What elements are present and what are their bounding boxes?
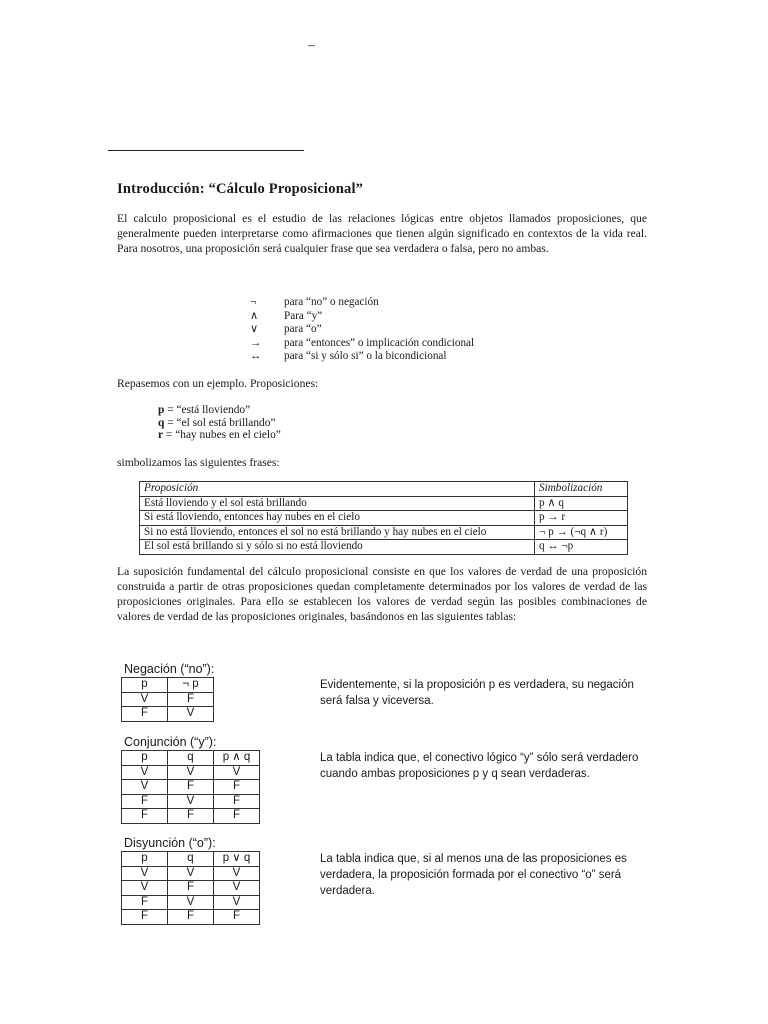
- table-cell: ¬ p: [168, 678, 214, 693]
- header-proposition: Proposición: [140, 482, 535, 497]
- table-cell: V: [122, 692, 168, 707]
- table-cell: F: [122, 895, 168, 910]
- proposition-var: q: [158, 416, 165, 429]
- negation-title: Negación (“no”):: [124, 662, 215, 676]
- table-row: [122, 765, 260, 780]
- table-cell: F: [168, 809, 214, 824]
- symbol-row-negation: [250, 296, 474, 310]
- table-row: [140, 511, 628, 526]
- header-symbolization: Simbolización: [535, 482, 628, 497]
- proposition-list: [158, 404, 281, 442]
- symbol-description: para “si y sólo si” o la bicondicional: [284, 350, 447, 363]
- symbol-glyph: ∨: [250, 323, 259, 336]
- table-cell: V: [168, 866, 214, 881]
- symbol-glyph: ↔: [250, 350, 262, 363]
- symbolization-table: [139, 481, 628, 555]
- table-header-row: [122, 751, 260, 766]
- table-row: [122, 707, 214, 722]
- symbol-row-or: [250, 323, 474, 337]
- symbol-glyph: ¬: [250, 296, 257, 308]
- table-cell: F: [168, 692, 214, 707]
- table-cell: p ∧ q: [535, 496, 628, 511]
- intro-paragraph: El calculo proposicional es el estudio de las relaciones lógicas entre objetos llamados proposiciones, que generalmente pueden interpretarse como afirmaciones que tienen algún significado en contextos de la vida real. Para nosotros, una proposición será cualquier frase que sea verdadera o falsa, pero no ambas.: [117, 212, 647, 255]
- table-cell: F: [214, 780, 260, 795]
- horizontal-rule: [108, 150, 304, 151]
- top-mark: –: [308, 38, 315, 53]
- table-cell: V: [168, 895, 214, 910]
- disjunction-title: Disyunción (“o”):: [124, 836, 216, 850]
- table-cell: F: [168, 780, 214, 795]
- symbol-description: para “o”: [284, 323, 322, 336]
- symbol-row-implies: [250, 337, 474, 351]
- disjunction-truth-table: [121, 851, 260, 925]
- table-cell: p: [122, 751, 168, 766]
- table-cell: q: [168, 751, 214, 766]
- table-cell: Si no está lloviendo, entonces el sol no está brillando y hay nubes en el cielo: [140, 525, 535, 540]
- symbol-description: Para “y”: [284, 309, 323, 322]
- proposition-text: = “está lloviendo”: [167, 404, 251, 416]
- table-cell: p ∧ q: [214, 751, 260, 766]
- table-cell: F: [214, 910, 260, 925]
- symbol-glyph: ∧: [250, 309, 259, 322]
- conjunction-truth-table: [121, 750, 260, 824]
- table-header-row: [140, 482, 628, 497]
- table-cell: V: [214, 881, 260, 896]
- table-cell: F: [168, 910, 214, 925]
- table-cell: p → r: [535, 511, 628, 526]
- page-title: Introducción: “Cálculo Proposicional”: [117, 181, 364, 197]
- proposition-r: [158, 429, 281, 442]
- table-cell: F: [214, 794, 260, 809]
- table-cell: Si está lloviendo, entonces hay nubes en el cielo: [140, 511, 535, 526]
- table-cell: V: [168, 794, 214, 809]
- symbol-glyph: →: [250, 336, 262, 349]
- table-cell: F: [168, 881, 214, 896]
- symbol-list: [250, 296, 474, 364]
- symbol-row-iff: [250, 350, 474, 364]
- table-cell: F: [122, 809, 168, 824]
- conjunction-explanation: La tabla indica que, el conectivo lógico “y” sólo será verdadero cuando ambas proposiciones p y q sean verdaderas.: [320, 752, 639, 780]
- fundamental-paragraph: La suposición fundamental del cálculo proposicional consiste en que los valores de verdad de una proposición construida a partir de otras proposiciones quedan completamente determinados por los valores de verdad de las proposiciones originales. Para ello se establecen los valores de verdad según las posibles combinaciones de valores de verdad de las proposiciones originales, basándonos en las siguientes tablas:: [117, 565, 647, 623]
- negation-truth-table: [121, 677, 214, 722]
- table-row: [122, 895, 260, 910]
- table-row: [122, 809, 260, 824]
- table-cell: p: [122, 852, 168, 867]
- table-cell: V: [214, 866, 260, 881]
- symbol-description: para “no” o negación: [284, 296, 379, 308]
- table-cell: V: [214, 895, 260, 910]
- proposition-q: [158, 417, 281, 430]
- table-cell: V: [122, 881, 168, 896]
- table-row: [122, 692, 214, 707]
- table-row: [140, 496, 628, 511]
- table-cell: V: [168, 765, 214, 780]
- table-cell: V: [122, 866, 168, 881]
- proposition-p: [158, 404, 281, 417]
- table-row: [122, 910, 260, 925]
- table-cell: ¬ p → (¬q ∧ r): [535, 525, 628, 540]
- table-cell: p ∨ q: [214, 852, 260, 867]
- table-cell: q ↔ ¬p: [535, 540, 628, 555]
- table-cell: p: [122, 678, 168, 693]
- disjunction-explanation: La tabla indica que, si al menos una de las proposiciones es verdadera, la proposición formada por el conectivo “o” será verdadera.: [320, 853, 627, 897]
- table-row: [122, 794, 260, 809]
- proposition-text: = “hay nubes en el cielo”: [165, 429, 281, 442]
- symbol-row-and: [250, 310, 474, 324]
- table-row: [122, 881, 260, 896]
- table-row: [140, 540, 628, 555]
- proposition-var: p: [158, 404, 165, 416]
- table-cell: F: [122, 707, 168, 722]
- table-cell: Está lloviendo y el sol está brillando: [140, 496, 535, 511]
- negation-explanation: Evidentemente, si la proposición p es verdadera, su negación será falsa y viceversa.: [320, 679, 634, 707]
- table-cell: El sol está brillando si y sólo si no está lloviendo: [140, 540, 535, 555]
- table-row: [122, 780, 260, 795]
- example-intro: Repasemos con un ejemplo. Proposiciones:: [117, 377, 319, 390]
- proposition-var: r: [158, 429, 164, 442]
- table-cell: V: [168, 707, 214, 722]
- conjunction-title: Conjunción (“y”):: [124, 735, 217, 749]
- table-cell: V: [122, 780, 168, 795]
- symbolize-intro: simbolizamos las siguientes frases:: [117, 456, 280, 469]
- table-cell: F: [122, 794, 168, 809]
- table-header-row: [122, 852, 260, 867]
- table-cell: F: [214, 809, 260, 824]
- table-cell: V: [122, 765, 168, 780]
- table-row: [140, 525, 628, 540]
- table-cell: q: [168, 852, 214, 867]
- symbol-description: para “entonces” o implicación condicional: [284, 336, 475, 349]
- proposition-text: = “el sol está brillando”: [167, 416, 276, 429]
- table-header-row: [122, 678, 214, 693]
- table-row: [122, 866, 260, 881]
- table-cell: F: [122, 910, 168, 925]
- table-cell: V: [214, 765, 260, 780]
